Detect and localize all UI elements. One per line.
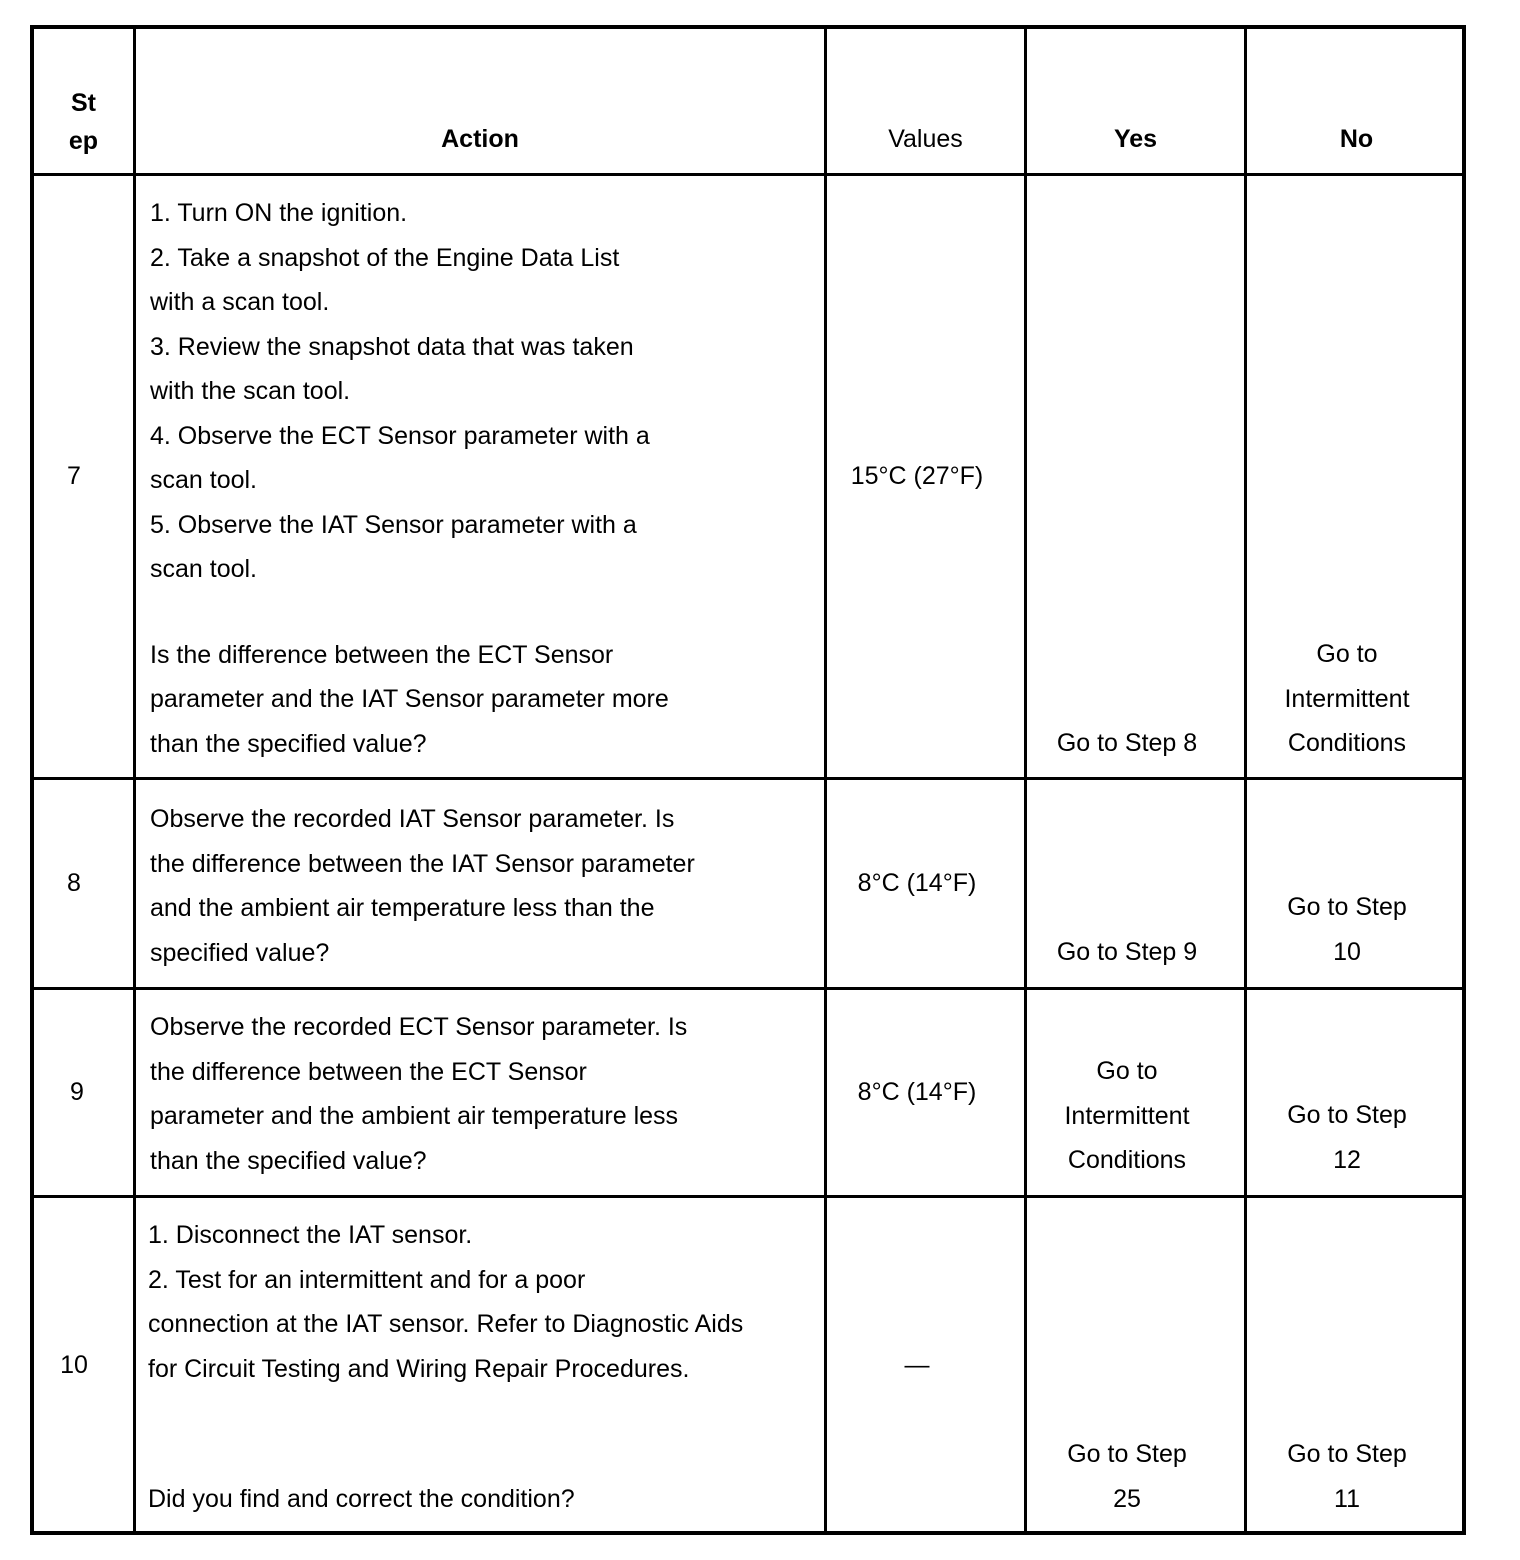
no-line: Go to Step: [1287, 1101, 1407, 1129]
action-line: with a scan tool.: [150, 288, 330, 316]
no-line: 11: [1334, 1484, 1360, 1513]
yes-line: Go to Step: [1067, 1440, 1187, 1468]
no-cell: [1247, 632, 1447, 766]
column-divider: [133, 29, 136, 1531]
action-line: and the ambient air temperature less than the: [150, 894, 655, 922]
action-text: [150, 1005, 687, 1183]
value-cell: 15°C (27°F): [850, 462, 984, 490]
action-line: the difference between the IAT Sensor parameter: [150, 849, 695, 878]
header-action: Action: [441, 125, 519, 153]
action-line: specified value?: [150, 938, 330, 967]
column-divider: [1244, 29, 1247, 1531]
action-text: [150, 191, 669, 766]
no-cell: [1247, 1432, 1447, 1521]
row-divider: [34, 173, 1462, 176]
action-line: scan tool.: [150, 555, 258, 583]
yes-line: Go to Step 9: [1056, 938, 1198, 966]
value-dash: —: [904, 1351, 930, 1379]
header-step-line: ep: [68, 127, 99, 155]
step-number: 10: [60, 1351, 88, 1379]
yes-line: Conditions: [1067, 1146, 1187, 1174]
action-line: Did you find and correct the condition?: [148, 1485, 575, 1513]
yes-cell: [1027, 1049, 1227, 1183]
row-divider: [34, 987, 1462, 990]
action-line: parameter and the ambient air temperature less: [150, 1102, 679, 1130]
no-line: 10: [1333, 937, 1361, 966]
action-spacer: [150, 592, 669, 633]
action-line: Is the difference between the ECT Sensor: [150, 640, 614, 669]
header-step-line: St: [71, 89, 96, 117]
no-line: Go to: [1316, 640, 1378, 668]
yes-cell: [1027, 1432, 1227, 1521]
step-number: 9: [70, 1078, 84, 1106]
action-text: [148, 1213, 743, 1522]
action-line: 2. Take a snapshot of the Engine Data List: [150, 243, 620, 272]
no-cell: [1247, 885, 1447, 974]
yes-line: Intermittent: [1064, 1101, 1190, 1130]
action-line: the difference between the ECT Sensor: [150, 1057, 587, 1086]
action-line: scan tool.: [150, 466, 258, 494]
action-line: Observe the recorded IAT Sensor parameter. Is: [150, 805, 675, 833]
no-line: Go to Step: [1287, 893, 1407, 921]
header-step: [34, 84, 133, 160]
action-line: 4. Observe the ECT Sensor parameter with a: [150, 421, 650, 450]
header-no: No: [1339, 125, 1374, 153]
action-line: with the scan tool.: [150, 377, 351, 405]
yes-line: 25: [1113, 1484, 1141, 1513]
no-line: Go to Step: [1287, 1440, 1407, 1468]
action-line: Observe the recorded ECT Sensor parameter. Is: [150, 1013, 688, 1041]
diagnostic-table: [30, 25, 1466, 1535]
yes-cell: [1027, 721, 1227, 766]
action-line: than the specified value?: [150, 729, 427, 758]
action-line: parameter and the IAT Sensor parameter more: [150, 685, 669, 713]
yes-line: Go to Step 8: [1056, 729, 1198, 757]
value-cell: 8°C (14°F): [857, 869, 977, 897]
no-line: Intermittent: [1284, 684, 1410, 713]
row-divider: [34, 1195, 1462, 1198]
value-cell: 8°C (14°F): [857, 1078, 977, 1106]
step-number: 8: [67, 869, 81, 897]
no-line: 12: [1333, 1145, 1361, 1174]
yes-cell: [1027, 930, 1227, 975]
action-spacer: [148, 1391, 743, 1477]
action-line: for Circuit Testing and Wiring Repair Procedures.: [148, 1354, 690, 1383]
column-divider: [824, 29, 827, 1531]
action-line: than the specified value?: [150, 1146, 427, 1175]
column-divider: [1024, 29, 1027, 1531]
action-line: 1. Turn ON the ignition.: [150, 199, 408, 227]
action-line: 1. Disconnect the IAT sensor.: [148, 1221, 473, 1249]
header-yes: Yes: [1113, 125, 1158, 153]
action-text: [150, 797, 695, 975]
row-divider: [34, 777, 1462, 780]
step-number: 7: [67, 462, 81, 490]
header-values: Values: [888, 125, 963, 153]
no-line: Conditions: [1287, 729, 1407, 757]
no-cell: [1247, 1093, 1447, 1182]
action-line: 5. Observe the IAT Sensor parameter with a: [150, 510, 637, 539]
yes-line: Go to: [1096, 1057, 1158, 1085]
action-line: connection at the IAT sensor. Refer to Diagnostic Aids: [148, 1310, 744, 1338]
action-line: 3. Review the snapshot data that was taken: [150, 332, 634, 361]
action-line: 2. Test for an intermittent and for a poor: [148, 1265, 586, 1294]
